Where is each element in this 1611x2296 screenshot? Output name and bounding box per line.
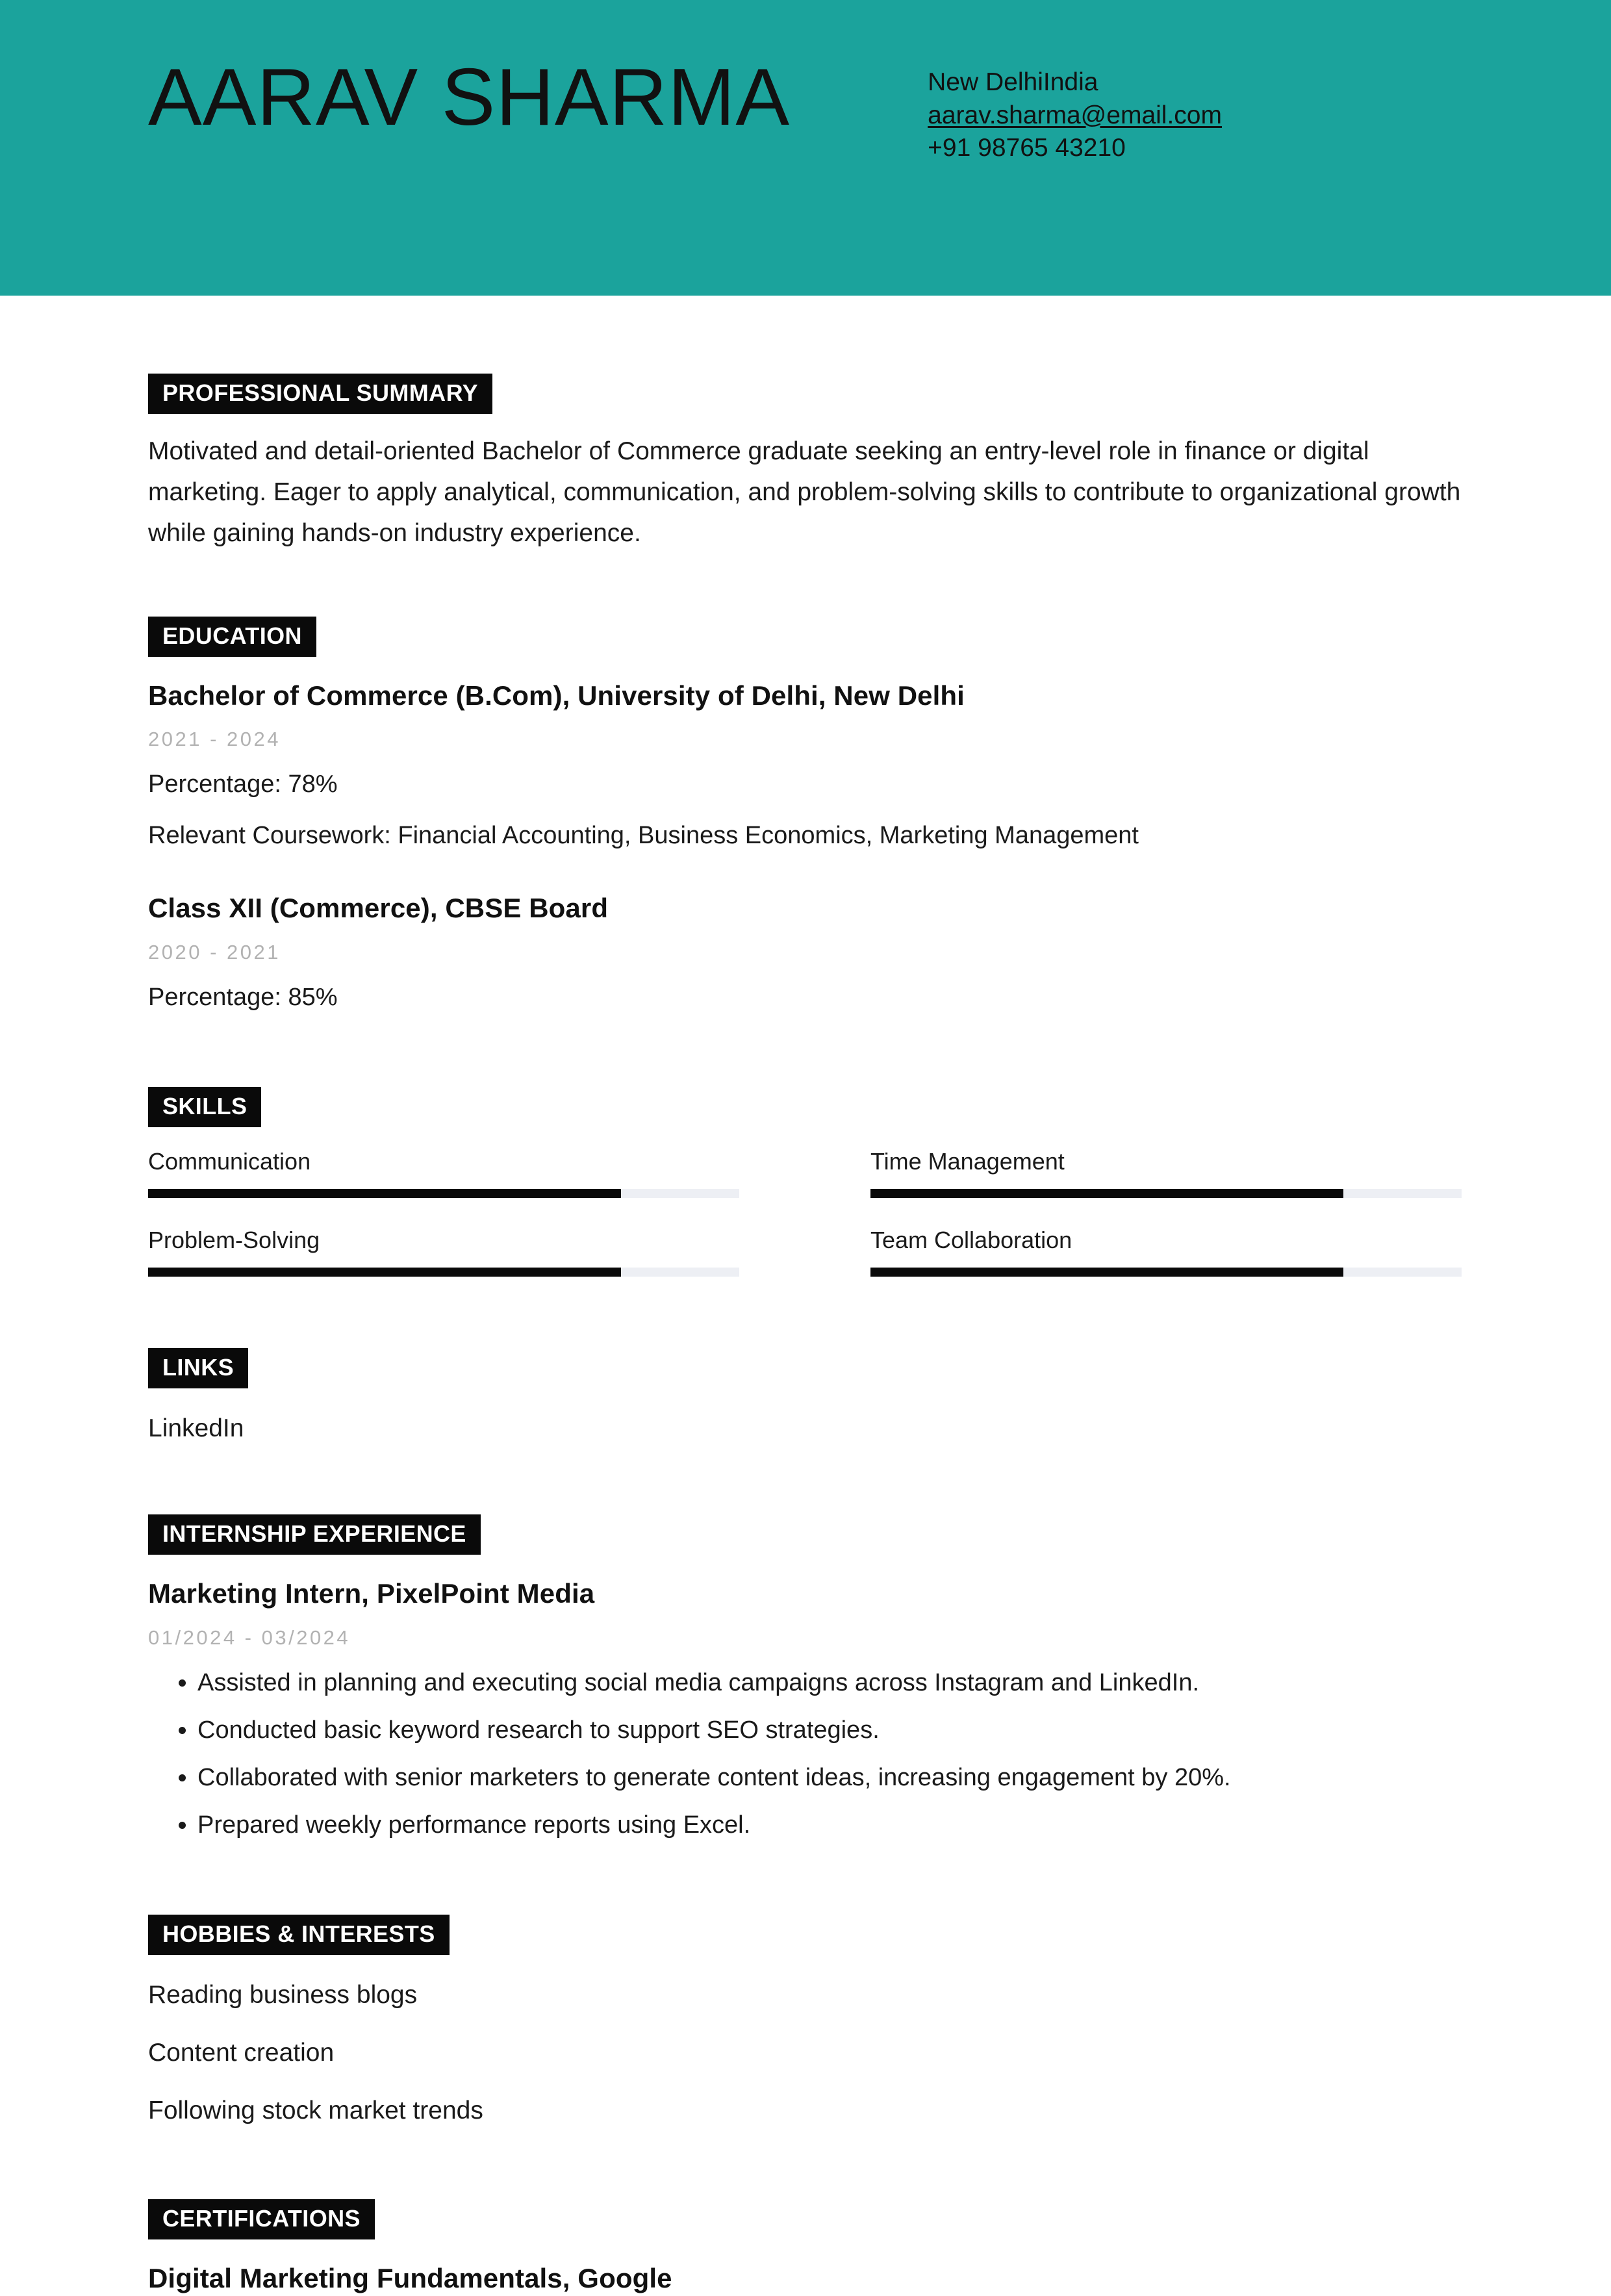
skill-item	[148, 1147, 739, 1198]
contact-location: New DelhiIndia	[928, 68, 1098, 96]
section-heading-education: EDUCATION	[148, 617, 316, 657]
section-heading-links: LINKS	[148, 1348, 248, 1388]
internship-role: Marketing Intern, PixelPoint Media	[148, 1578, 595, 1609]
skill-progress-track	[148, 1189, 739, 1198]
section-education	[148, 617, 1463, 1016]
skill-item	[870, 1147, 1462, 1198]
contact-email[interactable]: aarav.sharma@email.com	[928, 101, 1222, 129]
section-hobbies-interests	[148, 1915, 1463, 2128]
education-percentage: Percentage: 78%	[148, 771, 338, 798]
certification-title: Digital Marketing Fundamentals, Google	[148, 2263, 672, 2294]
education-date-range: 2020 - 2021	[148, 940, 281, 963]
hobby-item: Reading business blogs	[148, 1981, 418, 2009]
skill-label: Time Management	[870, 1148, 1065, 1175]
internship-bullet-list	[148, 1665, 1463, 1843]
resume-body	[0, 374, 1611, 2296]
skills-grid	[148, 1147, 1463, 1277]
section-heading-hobbies-interests: HOBBIES & INTERESTS	[148, 1915, 450, 1955]
section-certifications	[148, 2199, 1463, 2296]
section-professional-summary	[148, 374, 1463, 554]
education-entry	[148, 891, 1463, 1015]
list-item: • Assisted in planning and executing social media campaigns across Instagram and LinkedIn.	[197, 1665, 1463, 1701]
internship-date-range: 01/2024 - 03/2024	[148, 1626, 351, 1649]
skill-label: Team Collaboration	[870, 1226, 1072, 1253]
skill-label: Problem-Solving	[148, 1226, 320, 1253]
skill-item	[148, 1225, 739, 1277]
contact-phone: +91 98765 43210	[928, 134, 1126, 162]
skill-progress-fill	[870, 1268, 1343, 1277]
list-item: • Conducted basic keyword research to support SEO strategies.	[197, 1713, 1463, 1748]
resume-header-band	[0, 0, 1611, 296]
section-heading-certifications: CERTIFICATIONS	[148, 2199, 375, 2239]
section-internship-experience	[148, 1514, 1463, 1843]
education-coursework: Relevant Coursework: Financial Accounting, Business Economics, Marketing Management	[148, 822, 1139, 850]
header-content	[148, 53, 1463, 165]
contact-block	[928, 66, 1222, 165]
education-degree: Bachelor of Commerce (B.Com), University of Delhi, New Delhi	[148, 680, 965, 711]
skill-progress-track	[148, 1268, 739, 1277]
hobby-item: Following stock market trends	[148, 2096, 483, 2124]
skill-progress-fill	[148, 1268, 621, 1277]
skill-progress-fill	[870, 1189, 1343, 1198]
skill-progress-fill	[148, 1189, 621, 1198]
summary-text: Motivated and detail-oriented Bachelor of Commerce graduate seeking an entry-level role in finance or digital marketing. Eager to apply analytical, communication, and problem-solving skills to contribute to organizational growth while gaining hands-on industry experience.	[148, 437, 1461, 548]
list-item: • Prepared weekly performance reports using Excel.	[197, 1807, 1463, 1843]
section-skills	[148, 1087, 1463, 1277]
section-heading-internship-experience: INTERNSHIP EXPERIENCE	[148, 1514, 481, 1555]
internship-entry	[148, 1577, 1463, 1843]
education-degree: Class XII (Commerce), CBSE Board	[148, 893, 609, 924]
education-entry	[148, 679, 1463, 854]
section-heading-professional-summary: PROFESSIONAL SUMMARY	[148, 374, 492, 414]
link-item-linkedin[interactable]: LinkedIn	[148, 1414, 244, 1442]
skill-label: Communication	[148, 1148, 311, 1175]
list-item: • Collaborated with senior marketers to generate content ideas, increasing engagement by 20%.	[197, 1760, 1463, 1796]
education-percentage: Percentage: 85%	[148, 984, 338, 1012]
page-title: AARAV SHARMA	[148, 53, 791, 142]
education-date-range: 2021 - 2024	[148, 728, 281, 751]
section-links	[148, 1348, 1463, 1446]
hobby-item: Content creation	[148, 2039, 335, 2067]
section-heading-skills: SKILLS	[148, 1087, 261, 1127]
skill-progress-track	[870, 1268, 1462, 1277]
skill-progress-track	[870, 1189, 1462, 1198]
skill-item	[870, 1225, 1462, 1277]
